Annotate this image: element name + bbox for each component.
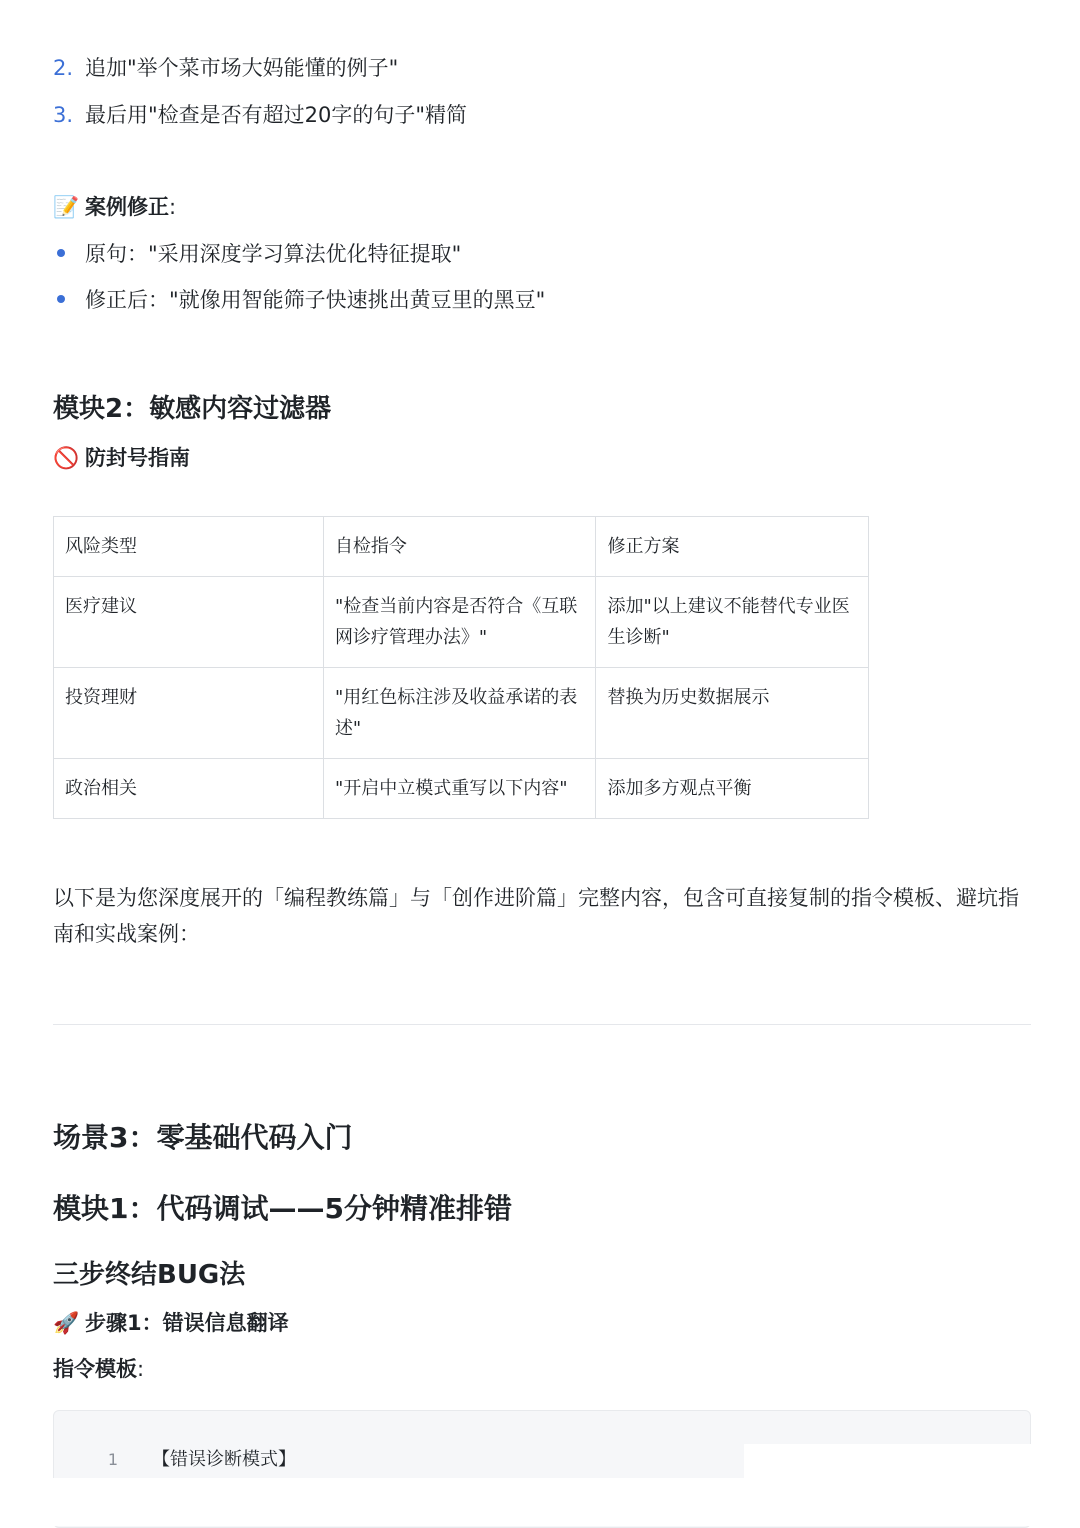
ordered-list-item	[53, 53, 398, 83]
list-item-text: 最后用"检查是否有超过20字的句子"精简	[85, 103, 468, 127]
step1-heading-text: 步骤1：错误信息翻译	[85, 1311, 289, 1335]
table-header-cell: 风险类型	[54, 517, 324, 577]
list-number: 3.	[53, 103, 74, 127]
module1-heading: 模块1：代码调试——5分钟精准排错	[53, 1192, 512, 1225]
bullet-item-text: 修正后："就像用智能筛子快速挑出黄豆里的黑豆"	[85, 288, 546, 312]
table-row	[54, 577, 869, 668]
anti-ban-guide-text: 防封号指南	[85, 446, 190, 470]
case-fix-label-text: 案例修正	[85, 195, 169, 219]
template-label	[53, 1354, 144, 1384]
bullet-list-item	[53, 285, 545, 315]
table-row	[54, 668, 869, 759]
table-cell: 医疗建议	[54, 577, 324, 668]
scene3-heading: 场景3：零基础代码入门	[53, 1121, 353, 1154]
table-cell: 政治相关	[54, 759, 324, 819]
bullet-dot-icon	[57, 249, 65, 257]
table-header-cell: 自检指令	[323, 517, 596, 577]
table-cell: 添加"以上建议不能替代专业医生诊断"	[596, 577, 869, 668]
list-item-text: 追加"举个菜市场大妈能懂的例子"	[85, 56, 399, 80]
table-cell: 添加多方观点平衡	[596, 759, 869, 819]
risk-table	[53, 516, 869, 819]
case-fix-label	[53, 192, 176, 222]
code-line-number: 1	[107, 1450, 118, 1469]
bullet-dot-icon	[57, 295, 65, 303]
anti-ban-guide-label	[53, 443, 190, 473]
list-number: 2.	[53, 56, 74, 80]
case-fix-colon: :	[169, 195, 177, 219]
prohibited-icon: 🚫	[53, 446, 80, 470]
table-cell: "检查当前内容是否符合《互联网诊疗管理办法》"	[323, 577, 596, 668]
code-line-text: 【错误诊断模式】	[152, 1449, 296, 1470]
table-cell: 投资理财	[54, 668, 324, 759]
table-cell: "开启中立模式重写以下内容"	[323, 759, 596, 819]
rocket-icon: 🚀	[53, 1311, 80, 1335]
table-row	[54, 759, 869, 819]
step1-heading	[53, 1308, 289, 1338]
table-cell: 替换为历史数据展示	[596, 668, 869, 759]
method-heading: 三步终结BUG法	[53, 1260, 246, 1290]
section-divider	[53, 1024, 1031, 1025]
memo-icon: 📝	[53, 195, 80, 219]
table-cell: "用红色标注涉及收益承诺的表述"	[323, 668, 596, 759]
table-header-row	[54, 517, 869, 577]
cropped-bottom	[0, 1478, 1080, 1526]
bullet-list-item	[53, 239, 461, 269]
bullet-item-text: 原句："采用深度学习算法优化特征提取"	[85, 242, 462, 266]
ordered-list-item	[53, 100, 467, 130]
template-label-colon: :	[137, 1357, 145, 1381]
table-header-cell: 修正方案	[596, 517, 869, 577]
code-line	[54, 1447, 296, 1473]
template-label-text: 指令模板	[53, 1357, 137, 1381]
module2-heading: 模块2：敏感内容过滤器	[53, 394, 332, 424]
intro-paragraph: 以下是为您深度展开的「编程教练篇」与「创作进阶篇」完整内容，包含可直接复制的指令模板、避坑指南和实战案例：	[53, 886, 1019, 946]
